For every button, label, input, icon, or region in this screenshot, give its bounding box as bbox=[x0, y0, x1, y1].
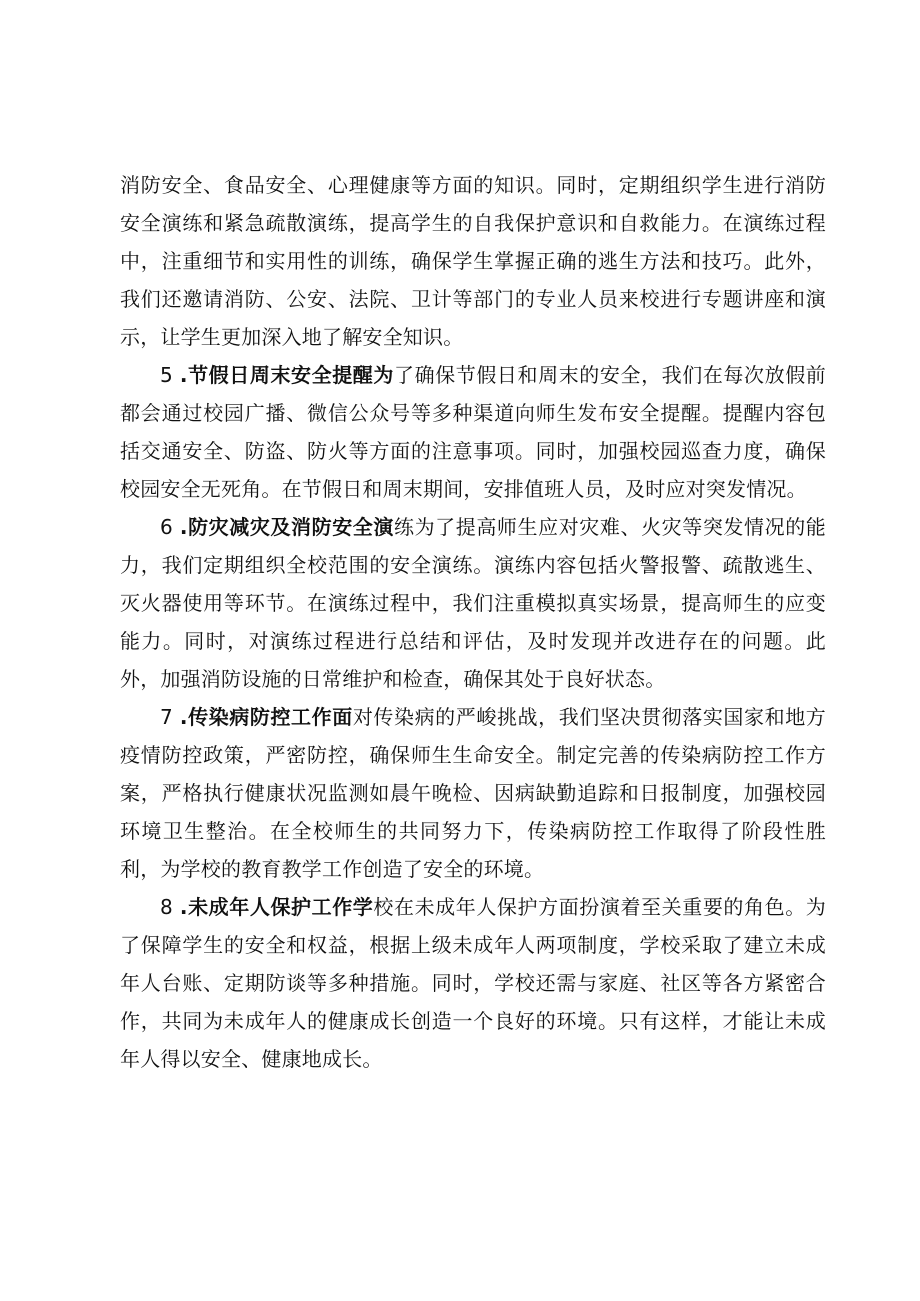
section-8-number: 8 bbox=[160, 895, 173, 919]
section-6-number: 6 bbox=[160, 515, 173, 539]
section-6-paragraph bbox=[120, 508, 826, 698]
document-body bbox=[120, 166, 826, 1078]
section-7-body: 对传染病的严峻挑战，我们坚决贯彻落实国家和地方疫情防控政策，严密防控，确保师生生命安全。制定完善的传染病防控工作方案，严格执行健康状况监测如晨午晚检、因病缺勤追踪和日报制度，加强校园环境卫生整治。在全校师生的共同努力下，传染病防控工作取得了阶段性胜利，为学校的教育教学工作创造了安全的环境。 bbox=[120, 705, 826, 881]
section-5-paragraph bbox=[120, 356, 826, 508]
section-7-number: 7 bbox=[160, 705, 173, 729]
section-8-body: 校在未成年人保护方面扮演着至关重要的角色。为了保障学生的安全和权益，根据上级未成年人两项制度，学校采取了建立未成年人台账、定期防谈等多种措施。同时，学校还需与家庭、社区等各方紧密合作，共同为未成年人的健康成长创造一个良好的环境。只有这样，才能让未成年人得以安全、健康地成长。 bbox=[120, 895, 826, 1071]
section-8-heading: .未成年人保护工作学 bbox=[179, 895, 374, 919]
section-5-body: 了确保节假日和周末的安全，我们在每次放假前都会通过校园广播、微信公众号等多种渠道向师生发布安全提醒。提醒内容包括交通安全、防盗、防火等方面的注意事项。同时，加强校园巡查力度，确保校园安全无死角。在节假日和周末期间，安排值班人员，及时应对突发情况。 bbox=[120, 363, 826, 501]
section-7-paragraph bbox=[120, 698, 826, 888]
section-6-body: 练为了提高师生应对灾难、火灾等突发情况的能力，我们定期组织全校范围的安全演练。演练内容包括火警报警、疏散逃生、灭火器使用等环节。在演练过程中，我们注重模拟真实场景，提高师生的应变能力。同时，对演练过程进行总结和评估，及时发现并改进存在的问题。此外，加强消防设施的日常维护和检查，确保其处于良好状态。 bbox=[120, 515, 826, 691]
section-5-heading: .节假日周末安全提醒为 bbox=[179, 363, 394, 387]
intro-paragraph: 消防安全、食品安全、心理健康等方面的知识。同时，定期组织学生进行消防安全演练和紧急疏散演练，提高学生的自我保护意识和自救能力。在演练过程中，注重细节和实用性的训练，确保学生掌握正确的逃生方法和技巧。此外，我们还邀请消防、公安、法院、卫计等部门的专业人员来校进行专题讲座和演示，让学生更加深入地了解安全知识。 bbox=[120, 173, 826, 349]
section-8-paragraph bbox=[120, 888, 826, 1078]
section-7-heading: .传染病防控工作面 bbox=[179, 705, 353, 729]
section-6-heading: .防灾减灾及消防安全演 bbox=[179, 515, 394, 539]
section-5-number: 5 bbox=[160, 363, 173, 387]
